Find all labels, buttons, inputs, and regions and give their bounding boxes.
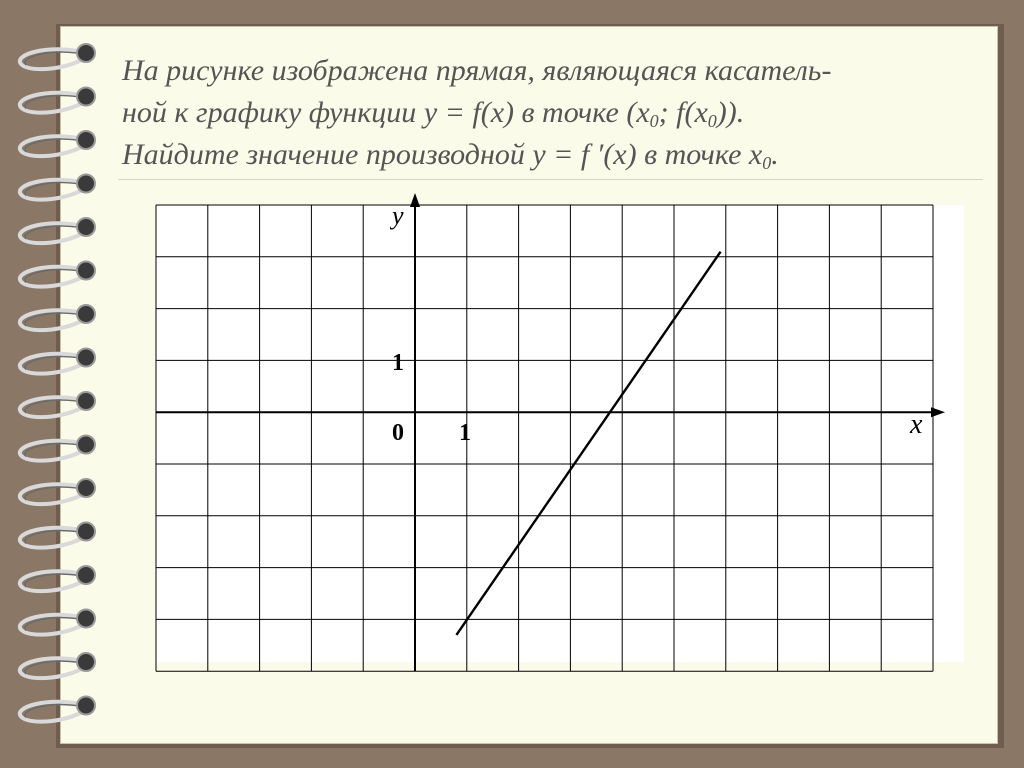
subscript: 0	[762, 153, 772, 173]
problem-text: ной к графику функции	[122, 96, 424, 129]
grid-background	[156, 205, 964, 662]
formula-text: y = f ′	[532, 138, 604, 171]
origin-label: 0	[392, 420, 404, 446]
problem-text: Найдите значение производной	[122, 138, 533, 171]
y-unit-label: 1	[392, 350, 404, 376]
formula-text: .	[771, 138, 779, 171]
formula-text: ; f	[658, 96, 685, 129]
x-axis-label: x	[910, 409, 923, 440]
formula-text: (x	[684, 96, 708, 129]
formula-text: y = f	[423, 96, 481, 129]
subscript: 0	[707, 111, 717, 131]
formula-text: (x) в точке (x	[480, 96, 650, 129]
formula-text: )).	[716, 96, 745, 129]
y-axis-label: y	[392, 201, 404, 230]
x-unit-label: 1	[459, 420, 471, 446]
y-axis-arrow	[410, 193, 420, 207]
formula-text: (x) в точке x	[603, 138, 763, 171]
problem-line-1: На рисунке изображена прямая, являющаяся касатель-	[122, 54, 832, 87]
subscript: 0	[649, 111, 659, 131]
